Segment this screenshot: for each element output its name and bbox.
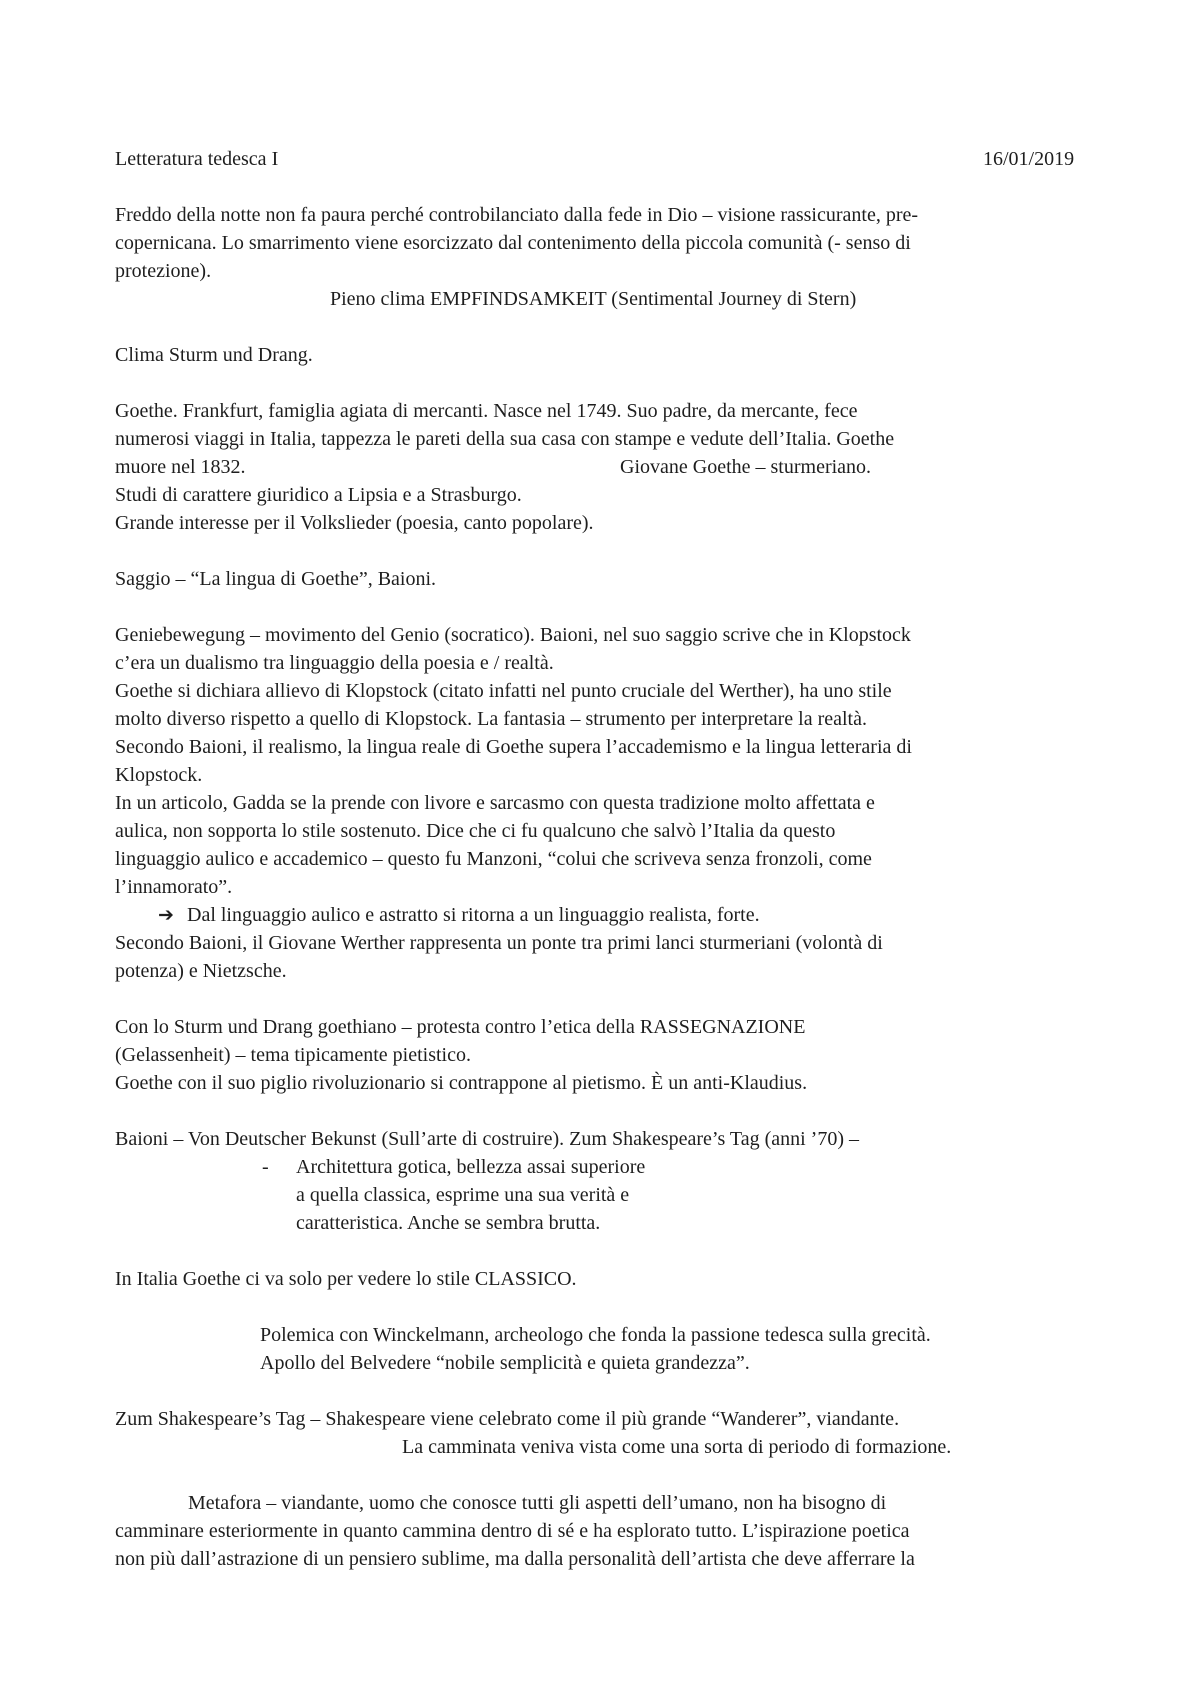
text-line: Architettura gotica, bellezza assai superiore	[296, 1156, 646, 1178]
text-line: caratteristica. Anche se sembra brutta.	[296, 1212, 601, 1234]
text-line: Dal linguaggio aulico e astratto si ritorna a un linguaggio realista, forte.	[187, 904, 760, 926]
text-line: Goethe si dichiara allievo di Klopstock (citato infatti nel punto cruciale del Werther), ha uno stile	[115, 680, 892, 702]
text-line: Freddo della notte non fa paura perché controbilanciato dalla fede in Dio – visione rassicurante, pre-	[115, 204, 919, 226]
text-line: camminare esteriormente in quanto cammina dentro di sé e ha esplorato tutto. L’ispirazione poetica	[115, 1520, 910, 1542]
text-line: non più dall’astrazione di un pensiero sublime, ma dalla personalità dell’artista che deve afferrare la	[115, 1548, 915, 1570]
text-line: In Italia Goethe ci va solo per vedere lo stile CLASSICO.	[115, 1268, 577, 1290]
text-line: c’era un dualismo tra linguaggio della poesia e / realtà.	[115, 652, 554, 674]
text-line: Saggio – “La lingua di Goethe”, Baioni.	[115, 568, 437, 590]
text-line: In un articolo, Gadda se la prende con livore e sarcasmo con questa tradizione molto affettata e	[115, 792, 875, 814]
text-line: copernicana. Lo smarrimento viene esorcizzato dal contenimento della piccola comunità (- senso di	[115, 232, 911, 254]
text-line: Clima Sturm und Drang.	[115, 344, 313, 366]
text-line: Klopstock.	[115, 764, 203, 786]
text-line: (Gelassenheit) – tema tipicamente pietistico.	[115, 1044, 471, 1066]
text-line: Goethe. Frankfurt, famiglia agiata di mercanti. Nasce nel 1749. Suo padre, da mercante, fece	[115, 400, 858, 422]
text-line: muore nel 1832.	[115, 456, 246, 478]
text-line: numerosi viaggi in Italia, tappezza le pareti della sua casa con stampe e vedute dell’Italia. Goethe	[115, 428, 895, 450]
text-line: aulica, non sopporta lo stile sostenuto. Dice che ci fu qualcuno che salvò l’Italia da questo	[115, 820, 836, 842]
text-line: Pieno clima EMPFINDSAMKEIT (Sentimental Journey di Stern)	[330, 288, 857, 310]
text-line: Polemica con Winckelmann, archeologo che fonda la passione tedesca sulla grecità.	[260, 1324, 931, 1346]
arrow-bullet-icon: ➔	[158, 904, 174, 926]
text-line: Grande interesse per il Volkslieder (poesia, canto popolare).	[115, 512, 594, 534]
text-line: Con lo Sturm und Drang goethiano – protesta contro l’etica della RASSEGNAZIONE	[115, 1016, 806, 1038]
dash-bullet: -	[262, 1156, 269, 1178]
text-line: Goethe con il suo piglio rivoluzionario si contrappone al pietismo. È un anti-Klaudius.	[115, 1072, 808, 1094]
text-line: a quella classica, esprime una sua verità e	[296, 1184, 630, 1206]
text-line: l’innamorato”.	[115, 876, 233, 898]
text-line: Secondo Baioni, il Giovane Werther rappresenta un ponte tra primi lanci sturmeriani (volontà di	[115, 932, 883, 954]
text-line: Metafora – viandante, uomo che conosce tutti gli aspetti dell’umano, non ha bisogno di	[188, 1492, 887, 1514]
lecture-date: 16/01/2019	[983, 148, 1075, 170]
text-line: Apollo del Belvedere “nobile semplicità e quieta grandezza”.	[260, 1352, 750, 1374]
text-line: Zum Shakespeare’s Tag – Shakespeare viene celebrato come il più grande “Wanderer”, viandante.	[115, 1408, 900, 1430]
text-line: Geniebewegung – movimento del Genio (socratico). Baioni, nel suo saggio scrive che in Klopstock	[115, 624, 911, 646]
text-line: molto diverso rispetto a quello di Klopstock. La fantasia – strumento per interpretare la realtà.	[115, 708, 867, 730]
text-line: protezione).	[115, 260, 212, 282]
text-line: Secondo Baioni, il realismo, la lingua reale di Goethe supera l’accademismo e la lingua letteraria di	[115, 736, 912, 758]
text-line: Baioni – Von Deutscher Bekunst (Sull’arte di costruire). Zum Shakespeare’s Tag (anni ’70) –	[115, 1128, 859, 1150]
text-line: Studi di carattere giuridico a Lipsia e a Strasburgo.	[115, 484, 522, 506]
text-line: potenza) e Nietzsche.	[115, 960, 287, 982]
text-line: Giovane Goethe – sturmeriano.	[620, 456, 872, 478]
text-line: linguaggio aulico e accademico – questo fu Manzoni, “colui che scriveva senza fronzoli, come	[115, 848, 872, 870]
course-title: Letteratura tedesca I	[115, 148, 279, 170]
text-line: La camminata veniva vista come una sorta di periodo di formazione.	[402, 1436, 952, 1458]
